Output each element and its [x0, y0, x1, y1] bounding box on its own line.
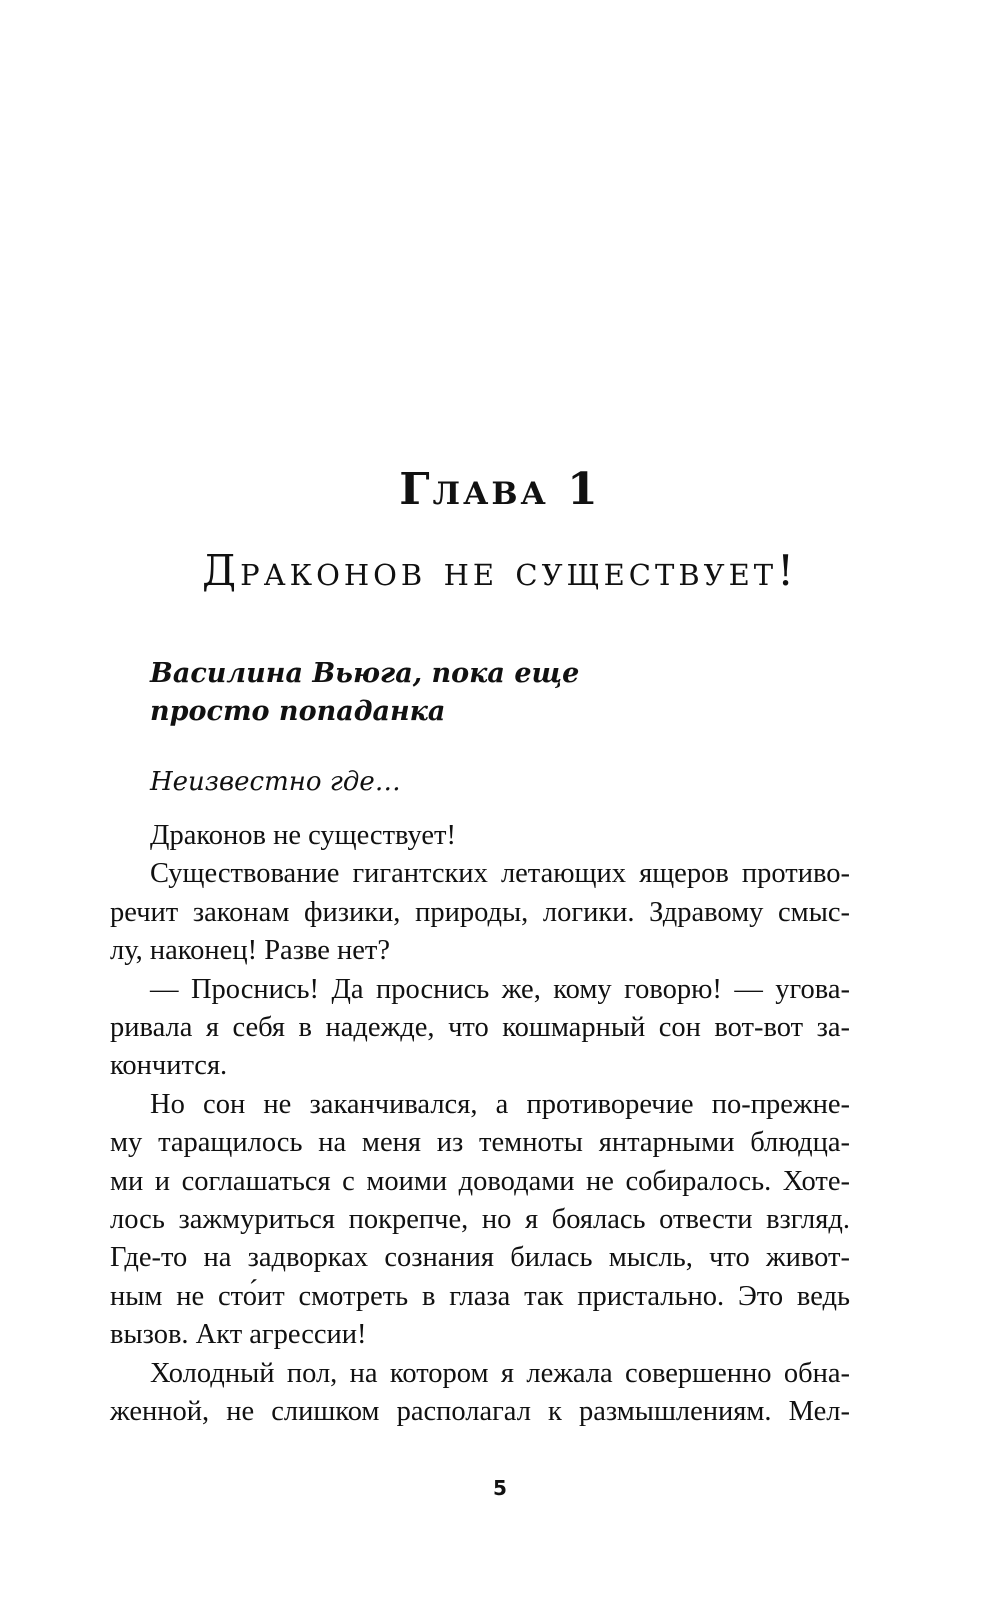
pov-heading: [150, 655, 850, 731]
text-line: женной, не слишком располагал к размышлениям. Мел-: [110, 1396, 850, 1428]
text-line: Драконов не существует!: [150, 820, 456, 851]
text-line: Но сон не заканчивался, а противоречие по-прежне-: [150, 1088, 850, 1120]
text-line: речит законам физики, природы, логики. Здравому смыс-: [110, 896, 850, 928]
text-line: му таращилось на меня из темноты янтарными блюдца-: [110, 1127, 850, 1159]
text-line: ным не сто́ит смотреть в глаза так пристально. Это ведь: [110, 1280, 850, 1312]
page-number: 5: [493, 1476, 507, 1500]
text-line: Холодный пол, на котором я лежала совершенно обна-: [150, 1357, 850, 1389]
text-line: Существование гигантских летающих ящеров противо-: [150, 858, 850, 890]
text-line: Где-то на задворках сознания билась мысль, что живот-: [110, 1242, 850, 1274]
body-text: [110, 817, 850, 1432]
text-line: кончится.: [110, 1050, 228, 1082]
pov-heading-line: Василина Вьюга, пока еще: [150, 658, 580, 689]
text-line: вызов. Акт агрессии!: [110, 1319, 367, 1351]
text-line: ми и соглашаться с моими доводами не собиралось. Хоте-: [110, 1165, 850, 1197]
text-line: лось зажмуриться покрепче, но я боялась отвести взгляд.: [110, 1204, 850, 1236]
location-line: Неизвестно где…: [150, 767, 401, 797]
text-line: ривала я себя в надежде, что кошмарный сон вот-вот за-: [110, 1012, 850, 1044]
chapter-title: Драконов не существует!: [202, 546, 798, 595]
text-line: — Проснись! Да проснись же, кому говорю! — угова-: [150, 973, 850, 1005]
pov-heading-line: просто попаданка: [150, 696, 446, 727]
text-line: лу, наконец! Разве нет?: [110, 935, 391, 967]
chapter-number: Глава 1: [399, 464, 601, 515]
